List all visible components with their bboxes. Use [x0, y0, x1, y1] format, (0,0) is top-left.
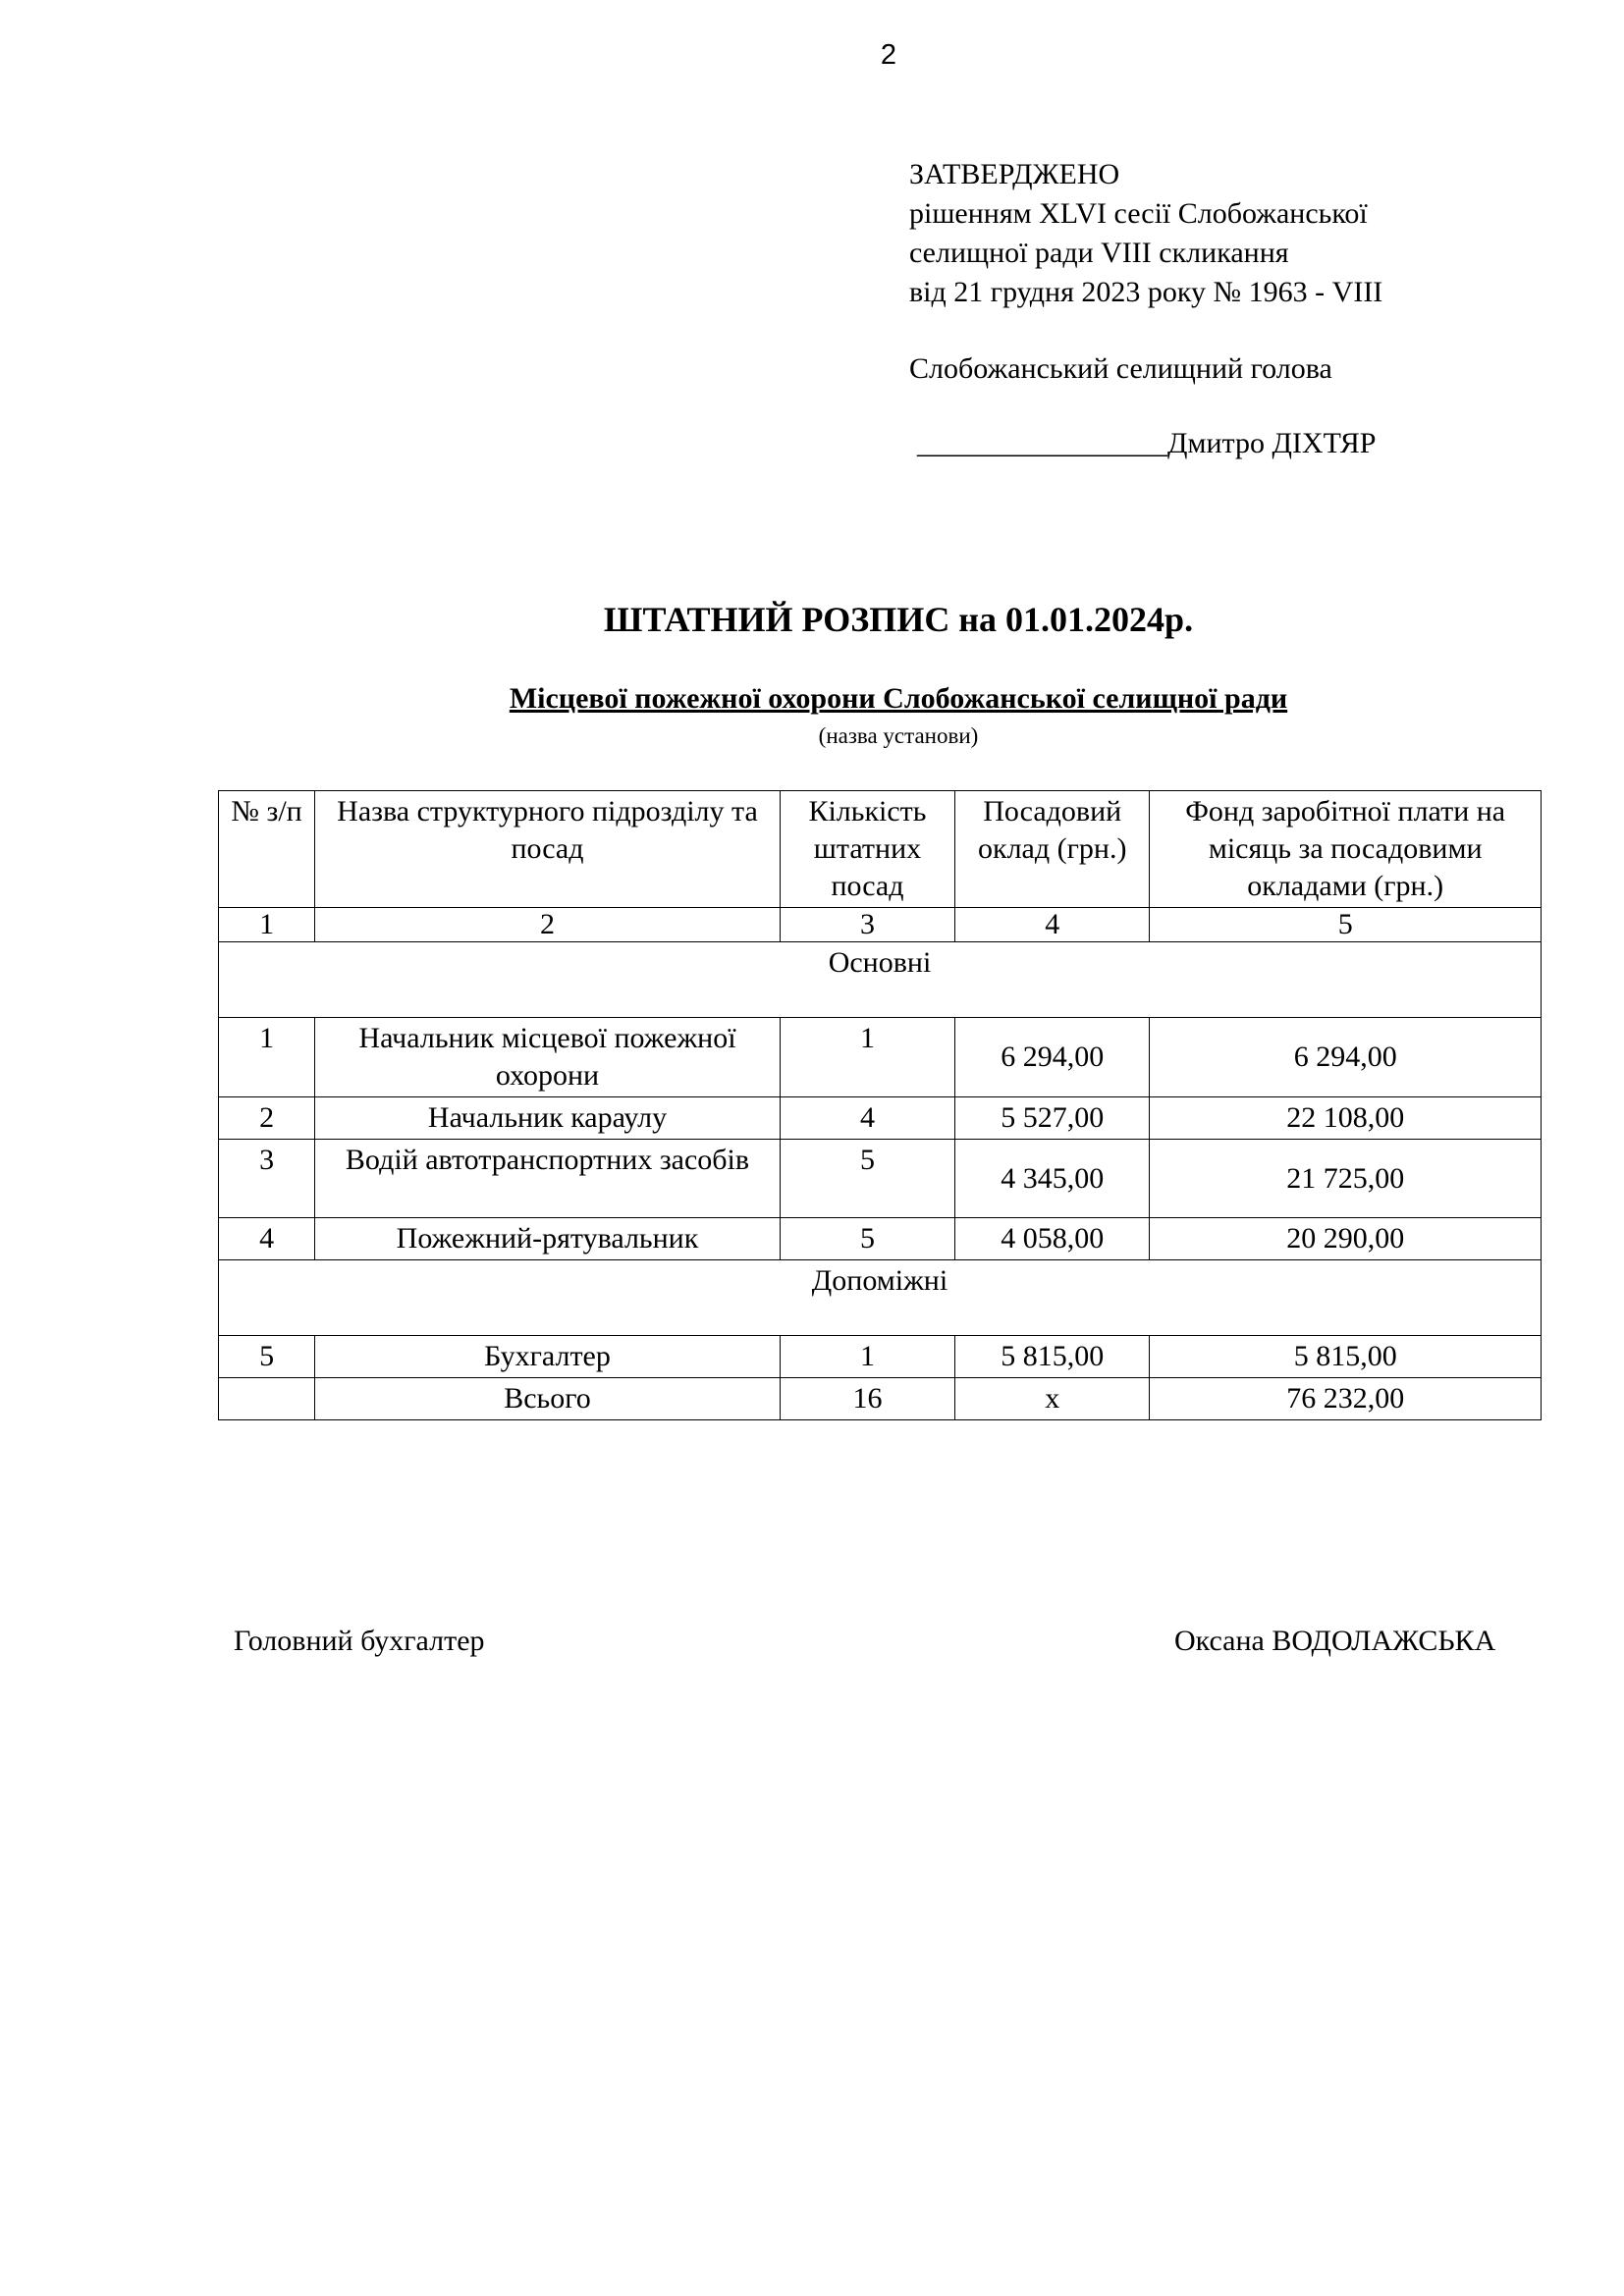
- row-no: 2: [219, 1097, 315, 1140]
- row-count: 4: [780, 1097, 954, 1140]
- row-fund: 6 294,00: [1150, 1018, 1542, 1097]
- column-number: 4: [955, 908, 1150, 942]
- approval-council: селищної ради VIII скликання: [909, 237, 1289, 269]
- approval-date: від 21 грудня 2023 року № 1963 - VIII: [909, 276, 1383, 308]
- table-header-row: [219, 791, 1542, 908]
- row-position: Бухгалтер: [315, 1336, 781, 1378]
- row-position: Начальник місцевої пожежної охорони: [315, 1018, 781, 1097]
- total-count: 16: [780, 1378, 954, 1420]
- row-position: Начальник караулу: [315, 1097, 781, 1140]
- institution-caption: (назва установи): [818, 723, 979, 748]
- row-salary: 4 058,00: [955, 1218, 1150, 1260]
- row-salary: 4 345,00: [955, 1140, 1150, 1218]
- head-name: Дмитро ДІХТЯР: [1167, 427, 1377, 459]
- header-no: № з/п: [219, 791, 315, 908]
- table-row: [219, 1097, 1542, 1140]
- signature-blank: _________________: [917, 427, 1167, 459]
- row-count: 1: [780, 1336, 954, 1378]
- approval-block: [909, 155, 1382, 463]
- section-row-main: [219, 942, 1542, 1018]
- total-label: Всього: [315, 1378, 781, 1420]
- row-count: 5: [780, 1140, 954, 1218]
- approval-heading: ЗАТВЕРДЖЕНО: [909, 158, 1120, 190]
- row-no: 1: [219, 1018, 315, 1097]
- chief-accountant-title: Головний бухгалтер: [234, 1625, 485, 1657]
- header-salary: Посадовий оклад (грн.): [955, 791, 1150, 908]
- staff-table: [218, 790, 1542, 1420]
- row-fund: 5 815,00: [1150, 1336, 1542, 1378]
- column-number: 2: [315, 908, 781, 942]
- head-signature: [909, 424, 1382, 463]
- table-row: [219, 1218, 1542, 1260]
- row-position: Водій автотранспортних засобів: [315, 1140, 781, 1218]
- total-salary: х: [955, 1378, 1150, 1420]
- page-number: 2: [880, 39, 897, 71]
- column-number: 3: [780, 908, 954, 942]
- column-number: 1: [219, 908, 315, 942]
- chief-accountant-name: Оксана ВОДОЛАЖСЬКА: [1174, 1625, 1496, 1657]
- table-row: [219, 1140, 1542, 1218]
- total-fund: 76 232,00: [1150, 1378, 1542, 1420]
- row-no: 3: [219, 1140, 315, 1218]
- header-name: Назва структурного підрозділу та посад: [315, 791, 781, 908]
- column-number-row: [219, 908, 1542, 942]
- row-no: 4: [219, 1218, 315, 1260]
- total-row: [219, 1378, 1542, 1420]
- total-no: [219, 1378, 315, 1420]
- column-number: 5: [1150, 908, 1542, 942]
- section-label-main: Основні: [219, 942, 1542, 1018]
- row-fund: 20 290,00: [1150, 1218, 1542, 1260]
- header-count: Кількість штатних посад: [780, 791, 954, 908]
- header-fund: Фонд заробітної плати на місяць за посадовими окладами (грн.): [1150, 791, 1542, 908]
- row-salary: 5 527,00: [955, 1097, 1150, 1140]
- head-title: Слобожанський селищний голова: [909, 352, 1332, 385]
- approval-decision: рішенням XLVI сесії Слобожанської: [909, 197, 1368, 230]
- row-no: 5: [219, 1336, 315, 1378]
- table-row: [219, 1018, 1542, 1097]
- row-count: 5: [780, 1218, 954, 1260]
- table-row: [219, 1336, 1542, 1378]
- document-title: ШТАТНИЙ РОЗПИС на 01.01.2024р.: [603, 600, 1194, 639]
- row-salary: 5 815,00: [955, 1336, 1150, 1378]
- row-count: 1: [780, 1018, 954, 1097]
- section-label-aux: Допоміжні: [219, 1260, 1542, 1336]
- row-position: Пожежний-рятувальник: [315, 1218, 781, 1260]
- row-fund: 22 108,00: [1150, 1097, 1542, 1140]
- section-row-aux: [219, 1260, 1542, 1336]
- row-fund: 21 725,00: [1150, 1140, 1542, 1218]
- row-salary: 6 294,00: [955, 1018, 1150, 1097]
- institution-name: Місцевої пожежної охорони Слобожанської селищної ради: [509, 682, 1288, 715]
